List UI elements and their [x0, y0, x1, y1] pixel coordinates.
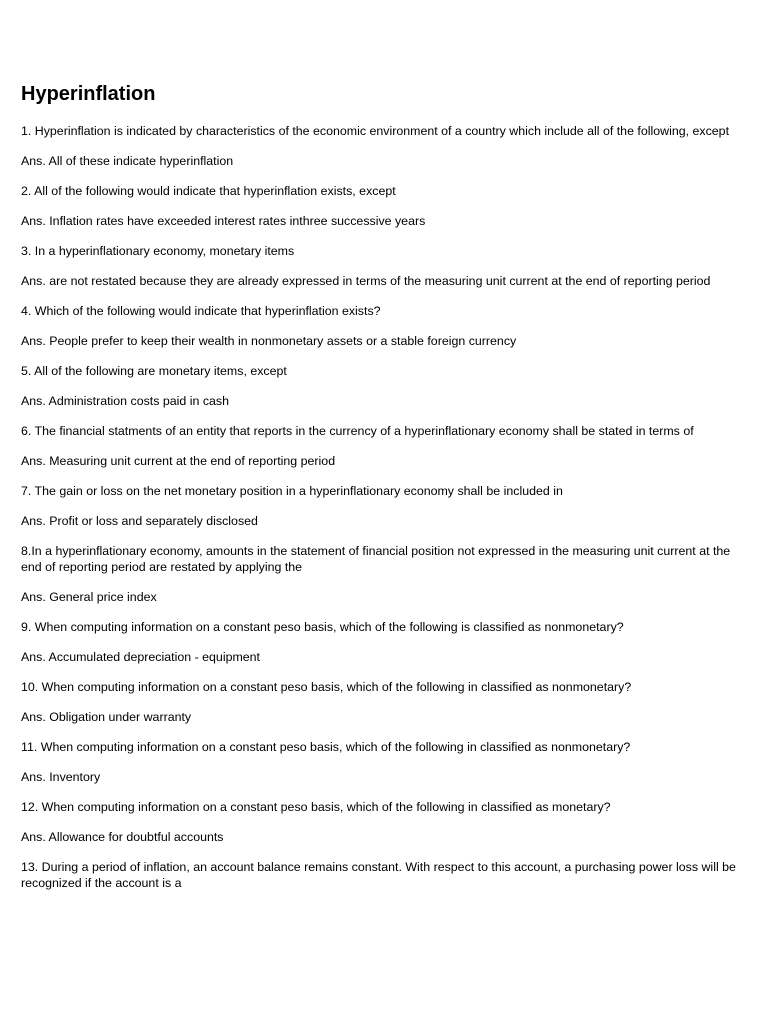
question-13: 13. During a period of inflation, an account balance remains constant. With respect to this account, a purchasing power loss will be recognized if the account is a	[21, 860, 736, 890]
answer-5: Ans. Administration costs paid in cash	[21, 394, 229, 408]
answer-1: Ans. All of these indicate hyperinflation	[21, 154, 234, 168]
question-5: 5. All of the following are monetary items, except	[21, 364, 287, 378]
answer-2: Ans. Inflation rates have exceeded interest rates inthree successive years	[21, 214, 426, 228]
answer-9: Ans. Accumulated depreciation - equipment	[21, 650, 261, 664]
question-12: 12. When computing information on a constant peso basis, which of the following in classified as monetary?	[21, 800, 611, 814]
question-4: 4. Which of the following would indicate that hyperinflation exists?	[21, 304, 381, 318]
document-title: Hyperinflation	[21, 83, 156, 105]
question-10: 10. When computing information on a constant peso basis, which of the following in classified as nonmonetary?	[21, 680, 632, 694]
answer-3: Ans. are not restated because they are already expressed in terms of the measuring unit current at the end of reporting period	[21, 274, 711, 288]
answer-12: Ans. Allowance for doubtful accounts	[21, 830, 224, 844]
answer-7: Ans. Profit or loss and separately disclosed	[21, 514, 258, 528]
question-9: 9. When computing information on a constant peso basis, which of the following is classified as nonmonetary?	[21, 620, 624, 634]
question-1: 1. Hyperinflation is indicated by characteristics of the economic environment of a country which include all of the following, except	[21, 124, 730, 138]
question-2: 2. All of the following would indicate that hyperinflation exists, except	[21, 184, 396, 198]
answer-8: Ans. General price index	[21, 590, 157, 604]
answer-6: Ans. Measuring unit current at the end of reporting period	[21, 454, 336, 468]
question-11: 11. When computing information on a constant peso basis, which of the following in classified as nonmonetary?	[21, 740, 631, 754]
answer-10: Ans. Obligation under warranty	[21, 710, 192, 724]
question-6: 6. The financial statments of an entity that reports in the currency of a hyperinflationary economy shall be stated in terms of	[21, 424, 694, 438]
answer-11: Ans. Inventory	[21, 770, 101, 784]
question-7: 7. The gain or loss on the net monetary position in a hyperinflationary economy shall be included in	[21, 484, 563, 498]
answer-4: Ans. People prefer to keep their wealth in nonmonetary assets or a stable foreign currency	[21, 334, 517, 348]
question-8: 8.In a hyperinflationary economy, amounts in the statement of financial position not expressed in the measuring unit current at the end of reporting period are restated by applying the	[21, 544, 731, 574]
question-3: 3. In a hyperinflationary economy, monetary items	[21, 244, 295, 258]
